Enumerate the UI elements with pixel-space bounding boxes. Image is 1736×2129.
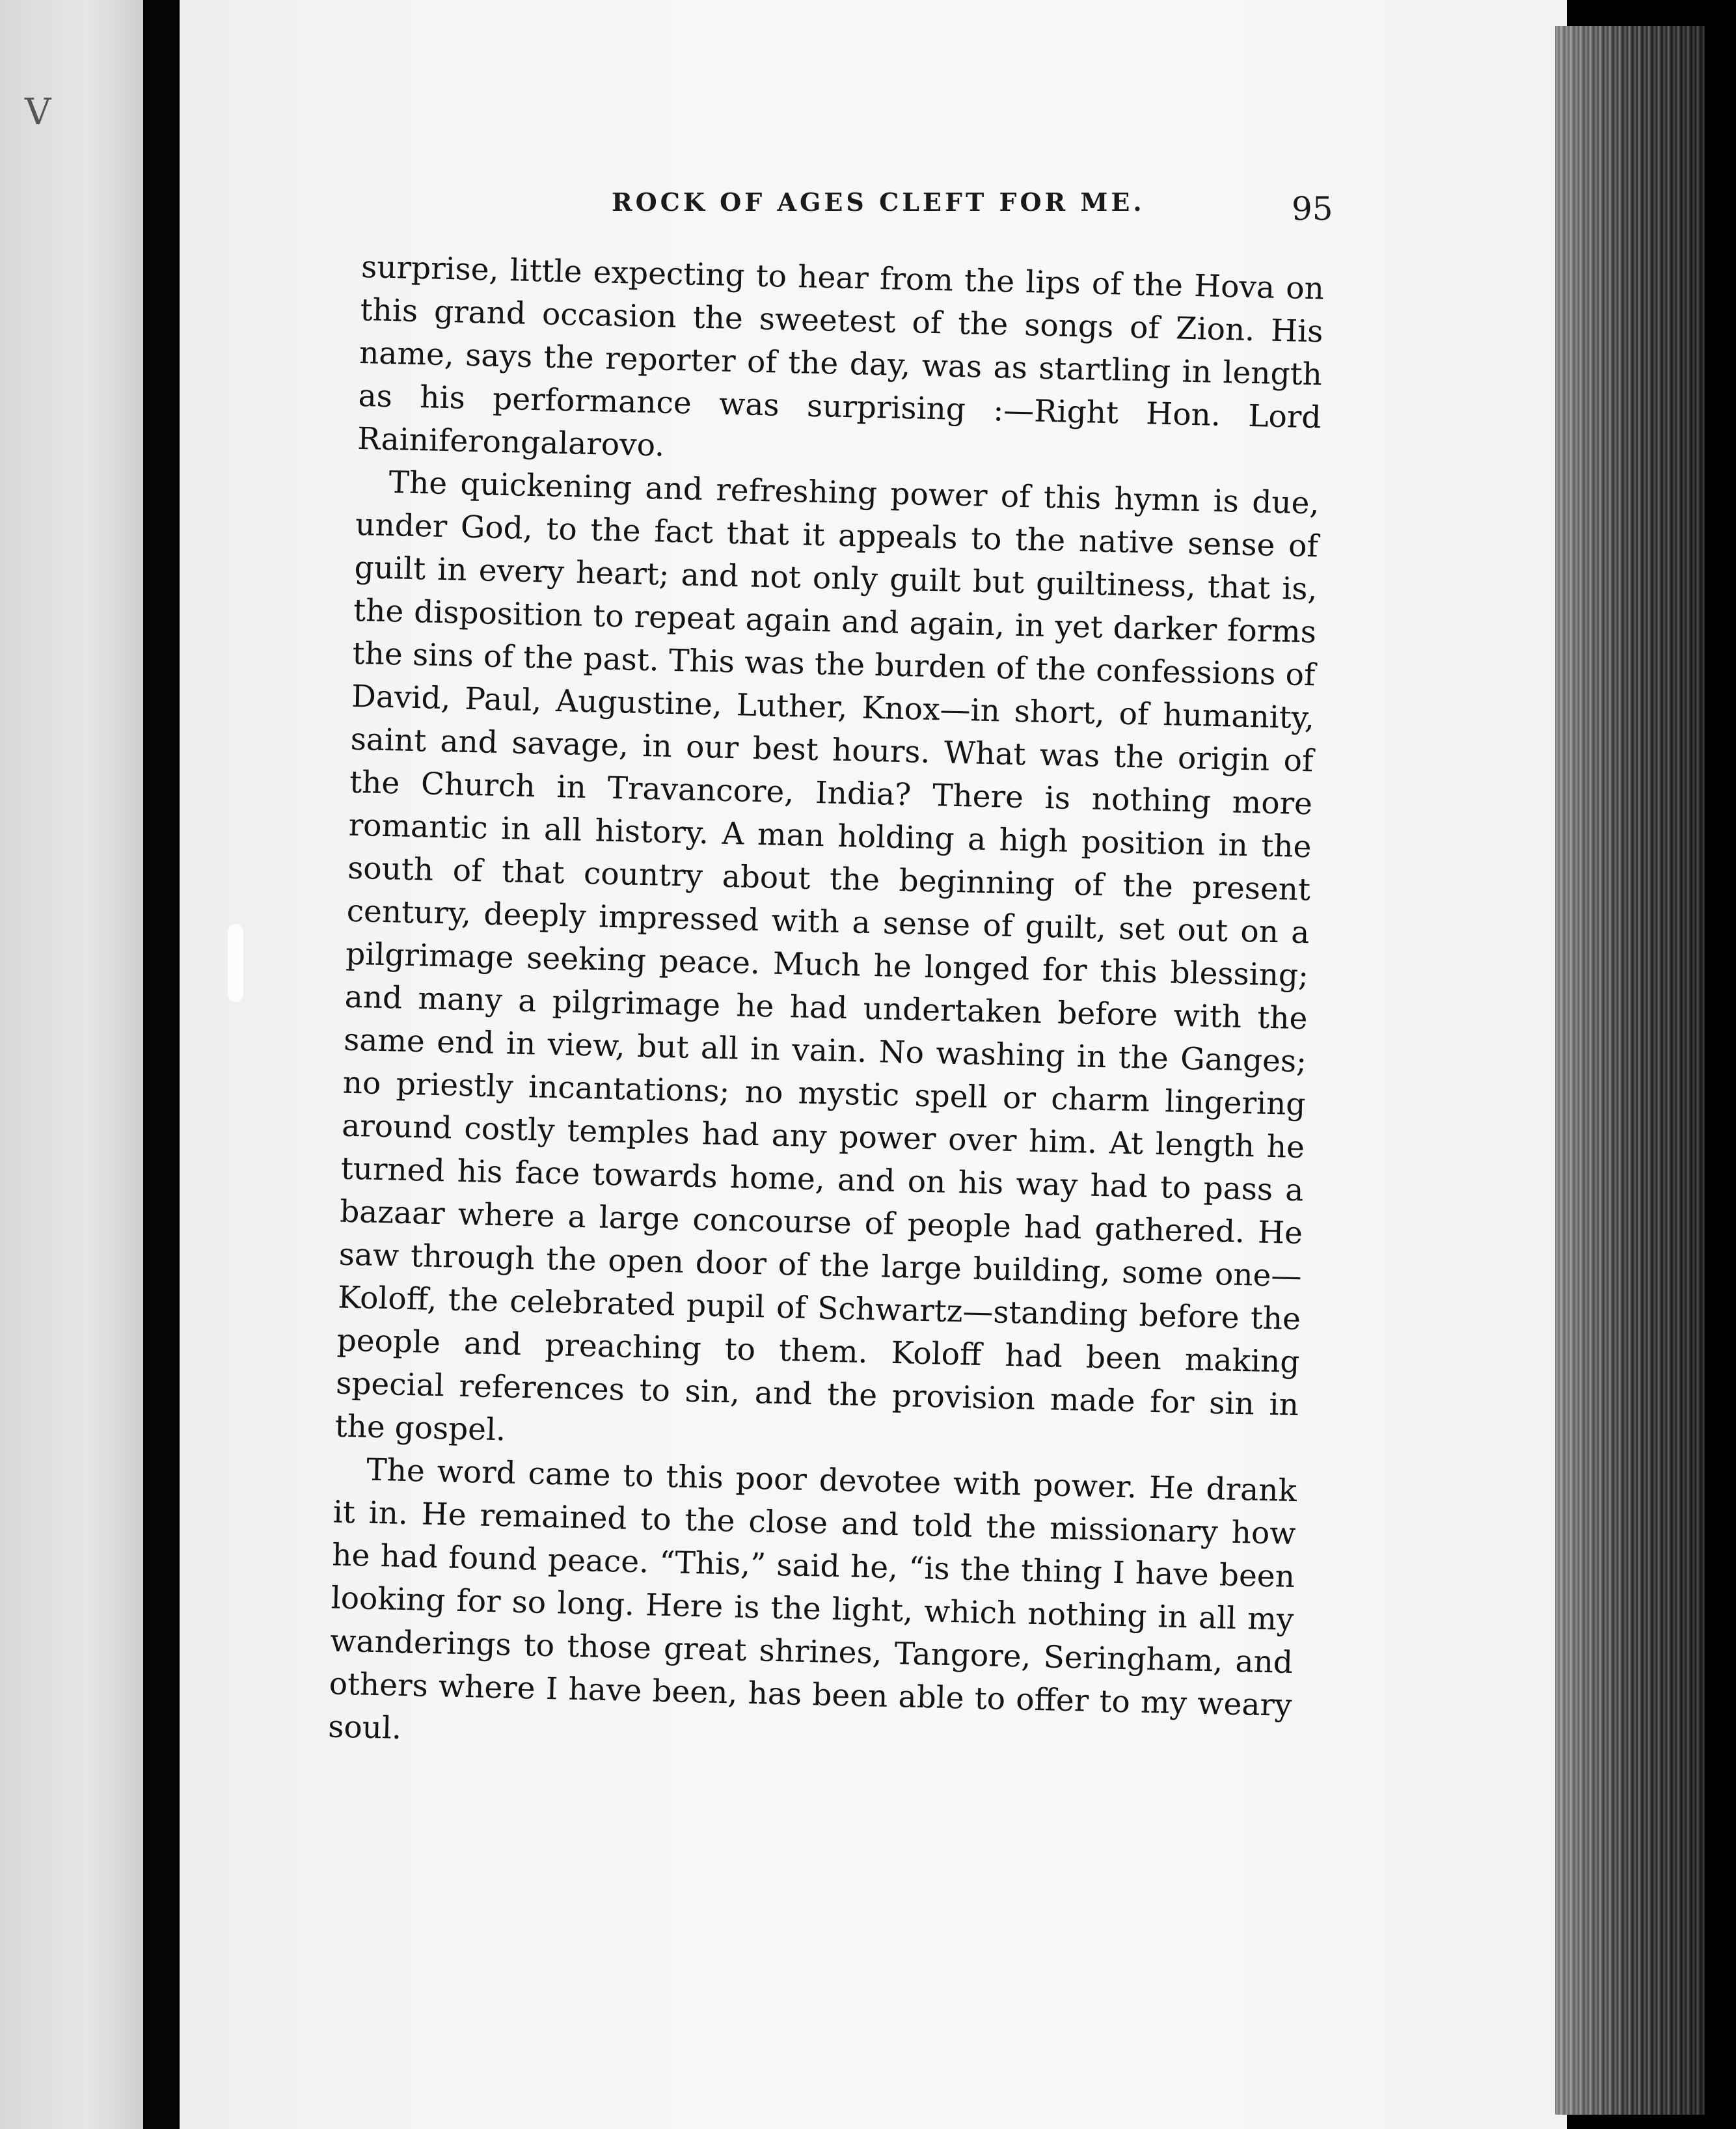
margin-mark: V	[25, 91, 51, 133]
body-text	[328, 246, 1325, 1770]
paragraph-3: The word came to this poor devotee with power. He drank it in. He remained to the close and told the missionary how he had found peace. “This,” said he, “is the thing I have been looking for so long. Here is the light, which nothing in all my wanderings to those great shrines, Tangore, Seringham, and others where I have been, has been able to offer to my weary soul.	[327, 1452, 1297, 1746]
running-head: ROCK OF AGES CLEFT FOR ME.	[612, 187, 1145, 217]
facing-page	[0, 0, 143, 2129]
paragraph-2: The quickening and refreshing power of this hymn is due, under God, to the fact that it appeals to the native sense of guilt in every heart; and not only guilt but guiltiness, that is, the disposition to repeat again and again, in yet darker forms the sins of the past. This was the burden of the confessions of David, Paul, Augustine, Luther, Knox—in short, of humanity, saint and savage, in our best hours. What was the origin of the Church in Travancore, India? There is nothing more romantic in all history. A man holding a high position in the south of that country about the beginning of the present century, deeply impressed with a sense of guilt, set out on a pilgrimage seeking peace. Much he longed for this blessing; and many a pilgrimage he had undertaken before with the same end in view, but all in vain. No washing in the Ganges; no priestly incantations; no mystic spell or charm lingering around costly temples had any power over him. At length he turned his face towards home, and on his way had to pass a bazaar where a large concourse of people had gathered. He saw through the open door of the large building, some one—Koloff, the celebrated pupil of Schwartz—standing before the people and preaching to them. Koloff had been making special references to sin, and the provision made for sin in the gospel.	[334, 465, 1320, 1448]
scan-blemish	[228, 924, 243, 1002]
page-number: 95	[1292, 190, 1333, 228]
paragraph-1: surprise, little expecting to hear from the lips of the Hova on this grand occasion the sweetest of the songs of Zion. His name, says the reporter of the day, was as startling in length as his performance was surprising :—Right Hon. Lord Rainiferongalarovo.	[357, 249, 1325, 464]
book-gutter	[143, 0, 180, 2129]
page-edges-shading	[1555, 26, 1705, 2115]
